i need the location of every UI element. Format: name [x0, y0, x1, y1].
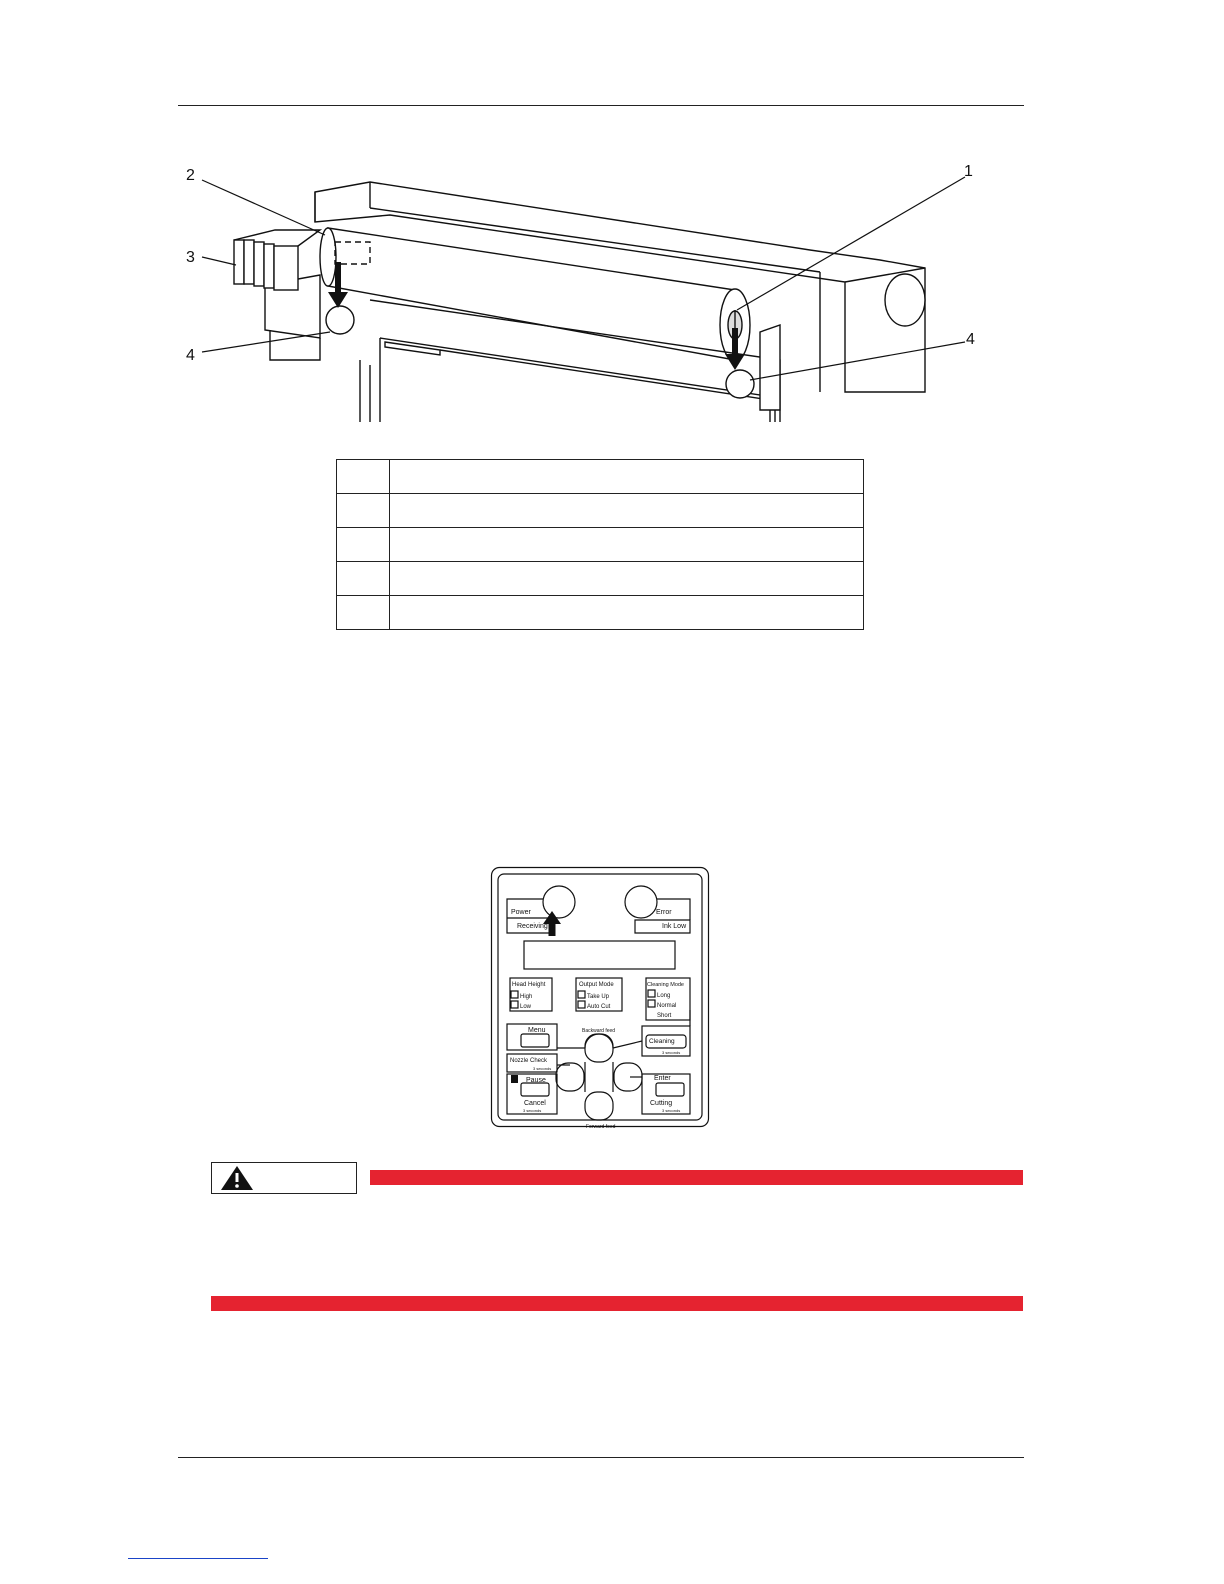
output-mode-label: Output Mode — [579, 982, 614, 988]
auto-cut-label: Auto Cut — [587, 1004, 611, 1010]
part-description — [390, 494, 864, 528]
part-description — [390, 460, 864, 494]
nozzle-check-label: Nozzle Check — [510, 1058, 548, 1064]
warning-top-bar — [370, 1170, 1023, 1185]
callout-2: 2 — [186, 167, 195, 184]
part-number — [337, 596, 390, 630]
part-description — [390, 528, 864, 562]
ink-low-label: Ink Low — [662, 923, 687, 930]
cancel-label: Cancel — [524, 1100, 546, 1107]
nozzle-hold-label: 3 seconds — [533, 1066, 552, 1071]
table-row — [337, 596, 864, 630]
footer-link-underline[interactable] — [128, 1558, 268, 1559]
take-up-label: Take Up — [587, 994, 610, 1000]
table-row — [337, 460, 864, 494]
cutting-hold-label: 3 seconds — [662, 1108, 681, 1113]
parts-table — [336, 459, 864, 630]
receiving-label: Receiving — [517, 923, 548, 930]
warning-bottom-bar — [211, 1296, 1023, 1311]
table-row — [337, 494, 864, 528]
callout-1: 1 — [964, 163, 973, 180]
cleaning-label: Cleaning — [649, 1038, 675, 1045]
part-number — [337, 562, 390, 596]
low-label: Low — [520, 1004, 532, 1010]
cutting-label: Cutting — [650, 1100, 673, 1107]
error-label: Error — [656, 909, 672, 916]
normal-label: Normal — [657, 1003, 677, 1009]
warning-box — [211, 1162, 357, 1194]
cleaning-hold-label: 3 seconds — [662, 1050, 681, 1055]
cancel-hold-label: 3 seconds — [523, 1108, 542, 1113]
long-label: Long — [657, 993, 671, 999]
power-label: Power — [511, 909, 531, 916]
part-number — [337, 460, 390, 494]
part-number — [337, 494, 390, 528]
cleaning-mode-label: Cleaning Mode — [647, 982, 684, 988]
header-rule — [178, 105, 1024, 106]
footer-rule — [178, 1457, 1024, 1458]
control-panel-illustration — [490, 866, 710, 1128]
table-row — [337, 528, 864, 562]
callout-4-right: 4 — [966, 331, 975, 348]
backward-feed-label: Backward feed — [582, 1028, 616, 1034]
part-description — [390, 596, 864, 630]
part-number — [337, 528, 390, 562]
table-row — [337, 562, 864, 596]
printer-roll-illustration — [180, 160, 1000, 422]
short-label: Short — [657, 1013, 672, 1019]
head-height-label: Head Height — [512, 982, 546, 988]
high-label: High — [520, 994, 533, 1000]
pause-label: Pause — [526, 1077, 546, 1084]
warning-triangle-icon — [220, 1165, 254, 1191]
callout-3: 3 — [186, 249, 195, 266]
menu-label: Menu — [528, 1027, 546, 1034]
enter-label: Enter — [654, 1075, 671, 1082]
callout-4-left: 4 — [186, 347, 195, 364]
forward-feed-label: Forward feed — [586, 1124, 616, 1128]
part-description — [390, 562, 864, 596]
